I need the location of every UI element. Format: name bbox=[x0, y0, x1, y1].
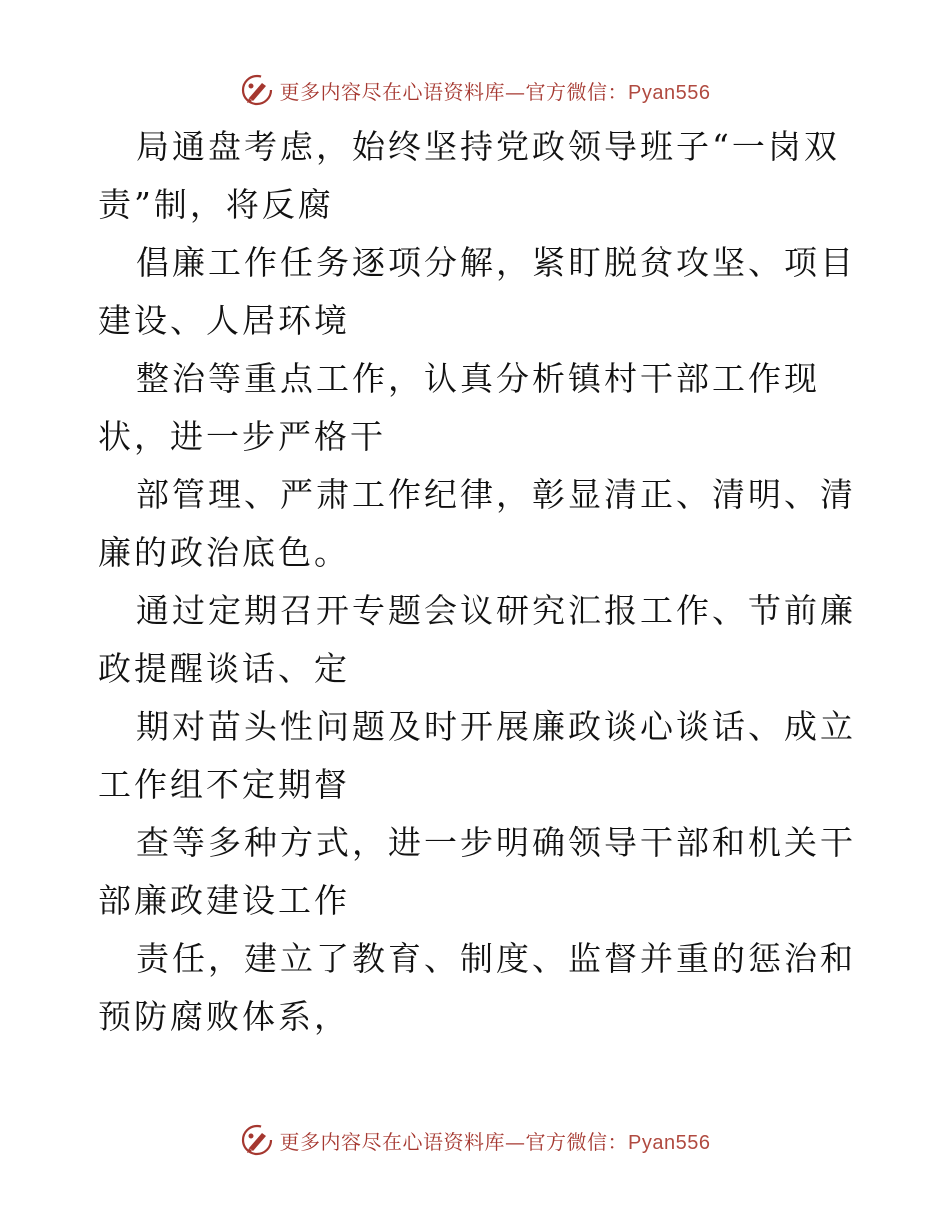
document-body bbox=[98, 118, 858, 1046]
body-paragraph: 查等多种方式，进一步明确领导干部和机关干部廉政建设工作 bbox=[98, 823, 856, 920]
body-paragraph: 责任，建立了教育、制度、监督并重的惩治和预防腐败体系， bbox=[98, 939, 856, 1036]
header-banner bbox=[0, 70, 950, 110]
footer-banner bbox=[0, 1120, 950, 1160]
body-paragraph: 通过定期召开专题会议研究汇报工作、节前廉政提醒谈话、定 bbox=[98, 591, 856, 688]
body-paragraph: 倡廉工作任务逐项分解，紧盯脱贫攻坚、项目建设、人居环境 bbox=[98, 243, 856, 340]
footer-text: 更多内容尽在心语资料库—官方微信：Pyan556 bbox=[279, 1129, 711, 1154]
body-paragraph: 整治等重点工作，认真分析镇村干部工作现状，进一步严格干 bbox=[98, 359, 820, 456]
header-text: 更多内容尽在心语资料库—官方微信：Pyan556 bbox=[279, 79, 711, 104]
body-paragraph: 期对苗头性问题及时开展廉政谈心谈话、成立工作组不定期督 bbox=[98, 707, 856, 804]
pen-circle-logo-icon bbox=[240, 73, 274, 107]
body-paragraph: 部管理、严肃工作纪律，彰显清正、清明、清廉的政治底色。 bbox=[98, 475, 856, 572]
pen-circle-logo-icon bbox=[240, 1123, 274, 1157]
body-paragraph: 局通盘考虑，始终坚持党政领导班子“一岗双责”制，将反腐 bbox=[98, 127, 840, 224]
